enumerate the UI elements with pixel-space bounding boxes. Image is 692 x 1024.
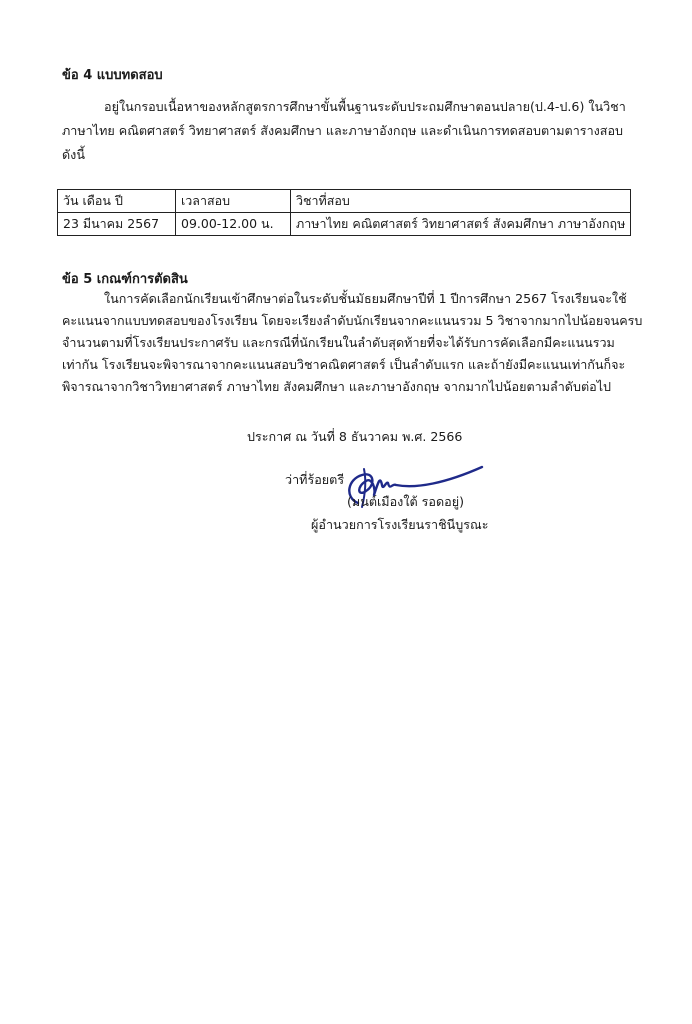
section-4-line-2: ภาษาไทย คณิตศาสตร์ วิทยาศาสตร์ สังคมศึกษา และภาษาอังกฤษ และดำเนินการทดสอบตามตารางสอบ xyxy=(62,123,624,138)
cell-date: 23 มีนาคม 2567 xyxy=(58,213,176,236)
section-5-heading: ข้อ 5 เกณฑ์การตัดสิน xyxy=(62,272,188,287)
section-4-heading: ข้อ 4 แบบทดสอบ xyxy=(62,68,163,83)
announcement-date: ประกาศ ณ วันที่ 8 ธันวาคม พ.ศ. 2566 xyxy=(247,429,463,444)
signer-rank: ว่าที่ร้อยตรี xyxy=(285,472,345,487)
section-4-line-1: อยู่ในกรอบเนื้อหาของหลักสูตรการศึกษาขั้นพื้นฐานระดับประถมศึกษาตอนปลาย(ป.4-ป.6) ในวิชา xyxy=(104,99,626,114)
section-5-line-3: จำนวนตามที่โรงเรียนประกาศรับ และกรณีที่นักเรียนในลำดับสุดท้ายที่จะได้รับการคัดเลือกมีคะแนนรวม xyxy=(62,335,615,350)
cell-time: 09.00-12.00 น. xyxy=(176,213,291,236)
header-time: เวลาสอบ xyxy=(176,190,291,213)
section-5-line-2: คะแนนจากแบบทดสอบของโรงเรียน โดยจะเรียงลำดับนักเรียนจากคะแนนรวม 5 วิชาจากมากไปน้อยจนครบ xyxy=(62,313,643,328)
section-5-line-1: ในการคัดเลือกนักเรียนเข้าศึกษาต่อในระดับชั้นมัธยมศึกษาปีที่ 1 ปีการศึกษา 2567 โรงเรียนจะใช้ xyxy=(104,291,627,306)
header-subjects: วิชาที่สอบ xyxy=(291,190,631,213)
signer-name: (มนต์เมืองใต้ รอดอยู่) xyxy=(347,494,465,509)
section-5-line-5: พิจารณาจากวิชาวิทยาศาสตร์ ภาษาไทย สังคมศึกษา และภาษาอังกฤษ จากมากไปน้อยตามลำดับต่อไป xyxy=(62,379,612,394)
section-4-line-3: ดังนี้ xyxy=(62,147,85,162)
section-5-line-4: เท่ากัน โรงเรียนจะพิจารณาจากคะแนนสอบวิชาคณิตศาสตร์ เป็นลำดับแรก และถ้ายังมีคะแนนเท่ากันก็จะ xyxy=(62,357,626,372)
header-date: วัน เดือน ปี xyxy=(58,190,176,213)
signer-position: ผู้อำนวยการโรงเรียนราชินีบูรณะ xyxy=(311,517,489,532)
cell-subjects: ภาษาไทย คณิตศาสตร์ วิทยาศาสตร์ สังคมศึกษา ภาษาอังกฤษ xyxy=(291,213,631,236)
table-header-row xyxy=(58,190,631,213)
table-row xyxy=(58,213,631,236)
exam-schedule-table xyxy=(57,189,631,236)
